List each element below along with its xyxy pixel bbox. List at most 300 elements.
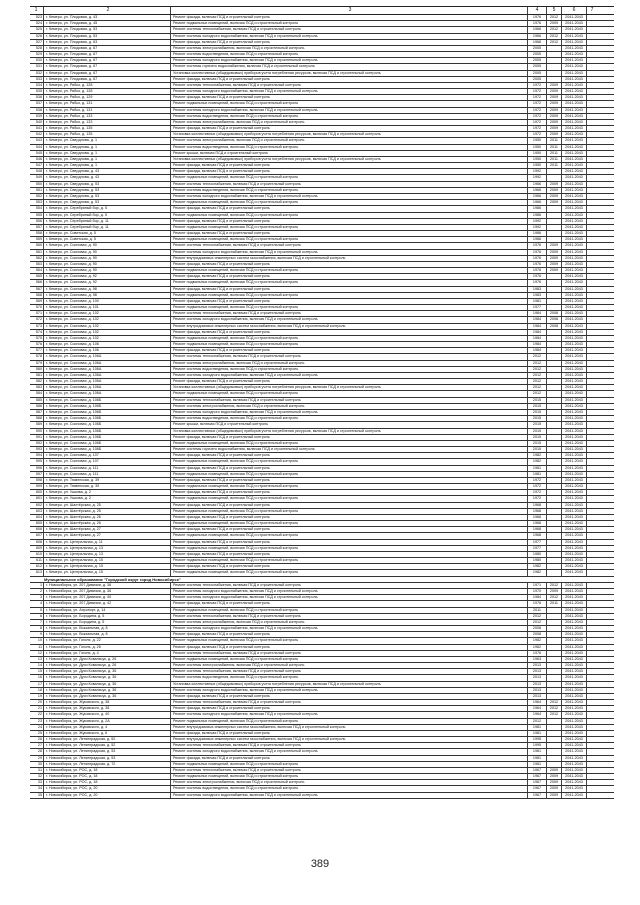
cell-col-1: 557 (30, 225, 44, 230)
cell-col-3: Ремонт системы холодного водоснабжения, включая ПСД и строительный контроль (171, 749, 528, 754)
cell-col-2: г. Кемеро, ул. Свердлова, д. 53 (44, 200, 171, 205)
cell-col-1: 541 (30, 126, 44, 131)
cell-col-1: 592 (30, 441, 44, 446)
cell-col-2: г. Кемеро, ул. Сосновая, д. 92 (44, 280, 171, 285)
cell-col-1: 562 (30, 256, 44, 261)
cell-col-7 (587, 540, 597, 545)
cell-col-4: 1984 (528, 330, 547, 335)
cell-col-2: г. Кемеро, ул. Сосновая, д. 98 (44, 293, 171, 298)
cell-col-1: 537 (30, 101, 44, 106)
cell-col-5 (547, 169, 562, 174)
cell-col-4: 1982 (528, 570, 547, 575)
cell-col-3: Ремонт фасада, включая ПСД и строительный контроль (171, 706, 528, 711)
cell-col-1: 27 (30, 743, 44, 748)
cell-col-3: Установка коллективных (общедомовых) приборов учета потребления ресурсов, включая ПСД и строительный контроль (171, 132, 528, 137)
cell-col-5 (547, 521, 562, 526)
cell-col-2: г. Кемеро, ул. Сосновая, д. 92 (44, 274, 171, 279)
cell-col-5 (547, 527, 562, 532)
cell-col-1: 523 (30, 15, 44, 20)
cell-col-3: Ремонт системы холодного водоснабжения, включая ПСД и строительный контроль (171, 34, 528, 39)
cell-col-4: 1968 (528, 527, 547, 532)
cell-col-2: г. Кемеро, ул. Плодовая, д. 67 (44, 64, 171, 69)
table-row (30, 793, 614, 799)
cell-col-4: 1981 (528, 756, 547, 761)
cell-col-6: 2041-2043 (562, 762, 587, 767)
cell-col-7 (587, 786, 597, 791)
cell-col-5: 2012 (547, 583, 562, 588)
cell-col-7 (587, 206, 597, 211)
cell-col-1: 535 (30, 89, 44, 94)
cell-col-2: г. Кемеро, ул. Ушкова, д. 2 (44, 496, 171, 501)
cell-col-7 (587, 688, 597, 693)
cell-col-6: 2041-2043 (562, 719, 587, 724)
cell-col-6: 2041-2043 (562, 46, 587, 51)
cell-col-7 (587, 15, 597, 20)
cell-col-6: 2041-2043 (562, 71, 587, 76)
cell-col-5 (547, 293, 562, 298)
cell-col-4: 1968 (528, 503, 547, 508)
cell-col-7 (587, 570, 597, 575)
cell-col-5 (547, 503, 562, 508)
cell-col-1: 608 (30, 540, 44, 545)
cell-col-6: 2041-2043 (562, 416, 587, 421)
cell-col-2: г. Новосибирск, ул. Ленинградская, д. 72 (44, 762, 171, 767)
table-header (30, 6, 614, 15)
cell-col-4: 1972 (528, 95, 547, 100)
cell-col-2: г. Кемеро, ул. Сосновая, д. 106А (44, 373, 171, 378)
cell-col-5 (547, 675, 562, 680)
cell-col-7 (587, 435, 597, 440)
cell-col-2: г. Кемеро, ул. Сосновая, д. 106Б (44, 410, 171, 415)
cell-col-3: Ремонт системы холодного водоснабжения, включая ПСД и строительный контроль (171, 626, 528, 631)
cell-col-5 (547, 496, 562, 501)
cell-col-7 (587, 749, 597, 754)
cell-col-4: 2015 (528, 410, 547, 415)
cell-col-7 (587, 700, 597, 705)
cell-col-5 (547, 361, 562, 366)
cell-col-1: 547 (30, 163, 44, 168)
cell-col-7 (587, 58, 597, 63)
cell-col-4: 1983 (528, 293, 547, 298)
cell-col-4: 2015 (528, 441, 547, 446)
cell-col-6: 2041-2043 (562, 404, 587, 409)
cell-col-5: 2012 (547, 34, 562, 39)
cell-col-4: 2013 (528, 663, 547, 668)
cell-col-6: 2041-2043 (562, 509, 587, 514)
cell-col-2: г. Кемеро, ул. Сосновая, д. 106 (44, 342, 171, 347)
cell-col-7 (587, 756, 597, 761)
cell-col-3: Ремонт фасада, включая ПСД и строительный контроль (171, 527, 528, 532)
cell-col-6: 2041-2043 (562, 675, 587, 680)
cell-col-1: 552 (30, 194, 44, 199)
cell-col-4: 2015 (528, 398, 547, 403)
cell-col-1: 605 (30, 521, 44, 526)
cell-col-7 (587, 52, 597, 57)
cell-col-1: 4 (30, 601, 44, 606)
cell-col-7 (587, 256, 597, 261)
cell-col-3: Ремонт фасада, включая ПСД и строительный контроль (171, 645, 528, 650)
cell-col-1: 527 (30, 40, 44, 45)
cell-col-7 (587, 601, 597, 606)
cell-col-2: г. Кемеро, ул. Плодовая, д. 53 (44, 27, 171, 32)
cell-col-3: Ремонт фасада, включая ПСД и строительный контроль (171, 262, 528, 267)
cell-col-2: г. Кемеро, ул. Сосновая, д. 106Б (44, 398, 171, 403)
cell-col-6: 2041-2043 (562, 95, 587, 100)
cell-col-3: Ремонт системы холодного водоснабжения, включая ПСД и строительный контроль (171, 595, 528, 600)
cell-col-4: 1972 (528, 120, 547, 125)
cell-col-7 (587, 441, 597, 446)
cell-col-2: г. Новосибирск, ул. Ленинградская, д. 52 (44, 737, 171, 742)
cell-col-3: Ремонт подвальных помещений, включая ПСД и строительный контроль (171, 101, 528, 106)
cell-col-1: 588 (30, 416, 44, 421)
cell-col-3: Ремонт системы водоотведения, включая ПСД и строительный контроль (171, 416, 528, 421)
cell-col-4: 2012 (528, 379, 547, 384)
cell-col-5 (547, 206, 562, 211)
cell-col-7 (587, 472, 597, 477)
cell-col-3: Ремонт системы водоотведения, включая ПСД и строительный контроль (171, 188, 528, 193)
cell-col-1: 549 (30, 175, 44, 180)
cell-col-7 (587, 34, 597, 39)
cell-col-2: г. Кемеро, ул. Рябко, д. 135 (44, 126, 171, 131)
cell-col-3: Ремонт системы водоотведения, включая ПСД и строительный контроль (171, 145, 528, 150)
cell-col-6: 2041-2043 (562, 558, 587, 563)
cell-col-6: 2041-2043 (562, 151, 587, 156)
cell-col-4: 1972 (528, 490, 547, 495)
cell-col-3: Ремонт системы холодного водоснабжения, включая ПСД и строительный контроль (171, 373, 528, 378)
cell-col-7 (587, 163, 597, 168)
cell-col-4: 1972 (528, 89, 547, 94)
cell-col-1: 602 (30, 503, 44, 508)
cell-col-3: Ремонт системы теплоснабжения, включая ПСД и строительный контроль (171, 182, 528, 187)
cell-col-1: 598 (30, 478, 44, 483)
cell-col-3: Ремонт подвальных помещений, включая ПСД и строительный контроль (171, 237, 528, 242)
cell-col-3: Ремонт системы холодного водоснабжения, включая ПСД и строительный контроль (171, 194, 528, 199)
cell-col-4: 1950 (528, 157, 547, 162)
cell-col-3: Ремонт подвальных помещений, включая ПСД и строительный контроль (171, 268, 528, 273)
cell-col-6: 2041-2043 (562, 490, 587, 495)
section-title: Муниципальное образование "Городской округ город Новосибирск" (44, 576, 181, 582)
cell-col-4: 2012 (528, 614, 547, 619)
cell-col-2: г. Новосибирск, ул. 207 Дивизии, д. 42 (44, 601, 171, 606)
cell-col-5: 2012 (547, 595, 562, 600)
cell-col-1: 581 (30, 373, 44, 378)
cell-col-7 (587, 453, 597, 458)
cell-col-1: 593 (30, 447, 44, 452)
cell-col-1: 28 (30, 749, 44, 754)
cell-col-5 (547, 231, 562, 236)
cell-col-4: 2012 (528, 373, 547, 378)
cell-col-7 (587, 478, 597, 483)
cell-col-5: 2011 (547, 163, 562, 168)
cell-col-7 (587, 379, 597, 384)
cell-col-1: 590 (30, 429, 44, 434)
cell-col-6: 2041-2043 (562, 157, 587, 162)
cell-col-5 (547, 237, 562, 242)
cell-col-4: 1966 (528, 34, 547, 39)
cell-col-6: 2041-2043 (562, 645, 587, 650)
cell-col-7 (587, 632, 597, 637)
cell-col-6: 2041-2043 (562, 120, 587, 125)
cell-col-3: Ремонт подвальных помещений, включая ПСД и строительный контроль (171, 336, 528, 341)
cell-col-5 (547, 58, 562, 63)
cell-col-1: 531 (30, 64, 44, 69)
cell-col-5 (547, 219, 562, 224)
cell-col-7 (587, 669, 597, 674)
cell-col-6: 2041-2043 (562, 163, 587, 168)
cell-col-3: Ремонт подвальных помещений, включая ПСД и строительный контроль (171, 657, 528, 662)
cell-col-4: 1967 (528, 780, 547, 785)
cell-col-2: г. Кемеро, ул. Центральная, д. 15 (44, 564, 171, 569)
cell-col-3: Ремонт фасада, включая ПСД и строительный контроль (171, 299, 528, 304)
cell-col-7 (587, 768, 597, 773)
cell-col-7 (587, 484, 597, 489)
cell-col-7 (587, 589, 597, 594)
cell-col-7 (587, 737, 597, 742)
cell-col-1: 525 (30, 27, 44, 32)
cell-col-2: г. Новосибирск, ул. Жуковского, д. 6 (44, 731, 171, 736)
cell-col-5: 2009 (547, 83, 562, 88)
cell-col-5 (547, 478, 562, 483)
cell-col-4: 2011 (528, 608, 547, 613)
cell-col-4: 1980 (528, 552, 547, 557)
cell-col-7 (587, 126, 597, 131)
cell-col-2: г. Кемеро, ул. Свердлова, д. 1 (44, 145, 171, 150)
cell-col-2: г. Новосибирск, ул. Бородина, д. 5 (44, 614, 171, 619)
cell-col-2: г. Кемеро, ул. Сосновая, д. 111 (44, 472, 171, 477)
cell-col-3: Ремонт фасада, включая ПСД и строительный контроль (171, 756, 528, 761)
cell-col-3: Установка коллективных (общедомовых) приборов учета потребления ресурсов, включая ПСД и строительный контроль (171, 682, 528, 687)
cell-col-6: 2041-2043 (562, 496, 587, 501)
cell-col-6: 2041-2043 (562, 768, 587, 773)
cell-col-4: 1977 (528, 546, 547, 551)
cell-col-2: г. Кемеро, ул. Сосновая, д. 106А (44, 391, 171, 396)
cell-col-5: 2008 (547, 311, 562, 316)
cell-col-6: 2041-2043 (562, 780, 587, 785)
cell-col-1: 568 (30, 293, 44, 298)
cell-col-6: 2041-2043 (562, 83, 587, 88)
cell-col-5: 2009 (547, 132, 562, 137)
cell-col-5 (547, 737, 562, 742)
cell-col-7 (587, 317, 597, 322)
cell-col-2: г. Кемеро, ул. Сосновая, д. 90 (44, 250, 171, 255)
cell-col-3: Ремонт системы холодного водоснабжения, включая ПСД и строительный контроль (171, 793, 528, 798)
cell-col-5: 2009 (547, 182, 562, 187)
cell-col-5 (547, 287, 562, 292)
cell-col-6: 2041-2043 (562, 429, 587, 434)
cell-col-7 (587, 762, 597, 767)
cell-col-2: г. Новосибирск, ул. Аэропорт, д. 14 (44, 608, 171, 613)
cell-col-7 (587, 40, 597, 45)
cell-col-6: 2041-2043 (562, 688, 587, 693)
cell-col-5 (547, 663, 562, 668)
cell-col-2: г. Кемеро, ул. Рябко, д. 135 (44, 132, 171, 137)
cell-col-6: 2041-2043 (562, 435, 587, 440)
cell-col-1: 539 (30, 114, 44, 119)
cell-col-3: Ремонт фасада, включая ПСД и строительный контроль (171, 435, 528, 440)
cell-col-6: 2041-2043 (562, 385, 587, 390)
cell-col-1: 610 (30, 552, 44, 557)
cell-col-6: 2041-2043 (562, 466, 587, 471)
cell-col-1: 13 (30, 657, 44, 662)
cell-col-7 (587, 682, 597, 687)
cell-col-5 (547, 688, 562, 693)
cell-col-7 (587, 169, 597, 174)
cell-col-2: г. Кемеро, ул. Свердлова, д. 1 (44, 138, 171, 143)
cell-col-1: 526 (30, 34, 44, 39)
cell-col-4: 1966 (528, 194, 547, 199)
cell-col-6: 2041-2043 (562, 786, 587, 791)
cell-col-1: 589 (30, 422, 44, 427)
cell-col-2: г. Новосибирск, ул. РОС, д. 20 (44, 793, 171, 798)
cell-col-3: Ремонт системы теплоснабжения, включая ПСД и строительный контроль (171, 669, 528, 674)
cell-col-6: 2041-2043 (562, 546, 587, 551)
cell-col-2: г. Новосибирск, ул. Жуковского, д. 40 (44, 712, 171, 717)
cell-col-6: 2041-2043 (562, 595, 587, 600)
cell-col-4: 1976 (528, 243, 547, 248)
cell-col-4: 1981 (528, 472, 547, 477)
cell-col-1: 8 (30, 626, 44, 631)
cell-col-7 (587, 83, 597, 88)
cell-col-3: Ремонт подвальных помещений, включая ПСД и строительный контроль (171, 472, 528, 477)
cell-col-4: 1976 (528, 601, 547, 606)
cell-col-7 (587, 354, 597, 359)
cell-col-7 (587, 533, 597, 538)
cell-col-4: 1984 (528, 342, 547, 347)
cell-col-6: 2041-2043 (562, 706, 587, 711)
cell-col-2: г. Новосибирск, ул. Гоголя, д. 26 (44, 645, 171, 650)
cell-col-7 (587, 614, 597, 619)
cell-col-6: 2041-2043 (562, 756, 587, 761)
cell-col-7 (587, 243, 597, 248)
cell-col-1: 584 (30, 391, 44, 396)
cell-col-1: 559 (30, 237, 44, 242)
cell-col-3: Ремонт фасада, включая ПСД и строительный контроль (171, 95, 528, 100)
cell-col-6: 2041-2043 (562, 330, 587, 335)
cell-col-6: 2041-2043 (562, 540, 587, 545)
cell-col-7 (587, 490, 597, 495)
cell-col-7 (587, 231, 597, 236)
cell-col-7 (587, 503, 597, 508)
cell-col-2: г. Кемеро, ул. Советская, д. 5 (44, 231, 171, 236)
header-col-2: 2 (44, 7, 171, 14)
cell-col-6: 2041-2043 (562, 27, 587, 32)
cell-col-2: г. Кемеро, ул. Рябко, д. 131 (44, 108, 171, 113)
cell-col-5 (547, 608, 562, 613)
cell-col-3: Ремонт системы электроснабжения, включая ПСД и строительный контроль (171, 46, 528, 51)
cell-col-3: Ремонт системы теплоснабжения, включая ПСД и строительный контроль (171, 243, 528, 248)
cell-col-2: г. Новосибирск, ул. Дуси Ковальчук, д. 26 (44, 657, 171, 662)
cell-col-7 (587, 712, 597, 717)
cell-col-7 (587, 447, 597, 452)
cell-col-4: 2013 (528, 682, 547, 687)
cell-col-6: 2041-2043 (562, 398, 587, 403)
cell-col-5 (547, 429, 562, 434)
cell-col-1: 9 (30, 632, 44, 637)
cell-col-2: г. Кемеро, ул. Сосновая, д. 90 (44, 256, 171, 261)
cell-col-3: Ремонт системы водоотведения, включая ПСД и строительный контроль (171, 114, 528, 119)
cell-col-3: Установка коллективных (общедомовых) приборов учета потребления ресурсов, включая ПСД и строительный контроль (171, 429, 528, 434)
cell-col-1: 25 (30, 731, 44, 736)
cell-col-5 (547, 416, 562, 421)
cell-col-6: 2041-2043 (562, 441, 587, 446)
cell-col-6: 2041-2043 (562, 40, 587, 45)
cell-col-5 (547, 694, 562, 699)
cell-col-3: Ремонт фасада, включая ПСД и строительный контроль (171, 552, 528, 557)
cell-col-2: г. Кемеро, ул. Сосновая, д. 106А (44, 361, 171, 366)
cell-col-3: Ремонт фасада, включая ПСД и строительный контроль (171, 478, 528, 483)
cell-col-5 (547, 515, 562, 520)
table-body (30, 15, 614, 799)
cell-col-2: г. Кемеро, ул. Плодовая, д. 45 (44, 21, 171, 26)
cell-col-2: г. Кемеро, ул. Сосновая, д. 106Б (44, 435, 171, 440)
cell-col-6: 2041-2043 (562, 682, 587, 687)
cell-col-1: 603 (30, 509, 44, 514)
cell-col-6: 2041-2043 (562, 503, 587, 508)
cell-col-5 (547, 459, 562, 464)
cell-col-2: г. Кемеро, ул. Свердлова, д. 1 (44, 163, 171, 168)
cell-col-3: Ремонт подвальных помещений, включая ПСД и строительный контроль (171, 762, 528, 767)
cell-col-3: Ремонт внутридомовых инженерных систем газоснабжения, включая ПСД и строительный контроль (171, 256, 528, 261)
cell-col-3: Ремонт подвальных помещений, включая ПСД и строительный контроль (171, 305, 528, 310)
cell-col-5 (547, 669, 562, 674)
cell-col-3: Ремонт системы теплоснабжения, включая ПСД и строительный контроль (171, 83, 528, 88)
cell-col-1: 580 (30, 367, 44, 372)
cell-col-4: 2008 (528, 632, 547, 637)
cell-col-3: Ремонт фасада, включая ПСД и строительный контроль (171, 564, 528, 569)
cell-col-6: 2041-2043 (562, 132, 587, 137)
cell-col-7 (587, 46, 597, 51)
cell-col-5 (547, 348, 562, 353)
cell-col-2: г. Кемеро, ул. Ушкова, д. 2 (44, 490, 171, 495)
cell-col-3: Ремонт системы теплоснабжения, включая ПСД и строительный контроль (171, 398, 528, 403)
cell-col-7 (587, 293, 597, 298)
cell-col-1: 35 (30, 793, 44, 798)
cell-col-4: 1976 (528, 268, 547, 273)
cell-col-6: 2041-2043 (562, 373, 587, 378)
cell-col-5 (547, 77, 562, 82)
cell-col-5 (547, 280, 562, 285)
cell-col-2: г. Новосибирск, ул. Жуковского, д. 4 (44, 725, 171, 730)
cell-col-3: Установка коллективных (общедомовых) приборов учета потребления ресурсов, включая ПСД и строительный контроль (171, 157, 528, 162)
cell-col-4: 1967 (528, 774, 547, 779)
cell-col-5: 2012 (547, 706, 562, 711)
cell-col-1: 558 (30, 231, 44, 236)
cell-col-7 (587, 626, 597, 631)
cell-col-7 (587, 262, 597, 267)
cell-col-1: 546 (30, 157, 44, 162)
cell-col-7 (587, 410, 597, 415)
cell-col-4: 1966 (528, 188, 547, 193)
cell-col-6: 2041-2043 (562, 361, 587, 366)
cell-col-2: г. Новосибирск, ул. 207 Дивизии, д. 36 (44, 589, 171, 594)
cell-col-6: 2041-2043 (562, 219, 587, 224)
cell-col-5 (547, 632, 562, 637)
cell-col-1: 2 (30, 589, 44, 594)
cell-col-2: г. Кемеро, ул. Сосновая, д. 106Б (44, 404, 171, 409)
cell-col-6: 2041-2043 (562, 793, 587, 798)
cell-col-7 (587, 385, 597, 390)
cell-col-4: 1984 (528, 348, 547, 353)
cell-col-7 (587, 731, 597, 736)
cell-col-2: г. Кемеро, ул. Шахтёрская, д. 27 (44, 533, 171, 538)
cell-col-2: г. Кемеро, ул. Сосновая, д. 106Б (44, 447, 171, 452)
cell-col-1: 20 (30, 700, 44, 705)
cell-col-1: 533 (30, 77, 44, 82)
cell-col-3: Ремонт фасада, включая ПСД и строительный контроль (171, 287, 528, 292)
cell-col-5 (547, 620, 562, 625)
cell-col-5 (547, 354, 562, 359)
cell-col-4: 1968 (528, 40, 547, 45)
